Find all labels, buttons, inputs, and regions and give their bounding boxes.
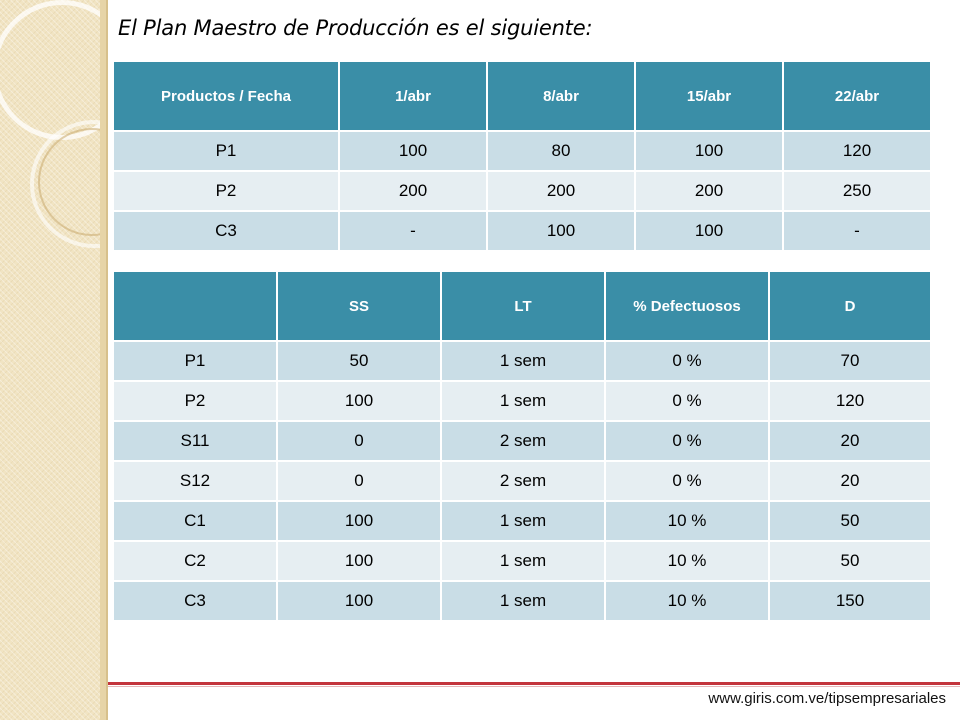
table-cell: 200 xyxy=(635,171,783,211)
decorative-ring xyxy=(0,0,100,140)
column-header: 8/abr xyxy=(487,61,635,131)
footer-url: www.giris.com.ve/tipsempresariales xyxy=(708,690,946,707)
table-row xyxy=(113,541,931,581)
table-cell: 50 xyxy=(769,541,931,581)
master-production-schedule-table xyxy=(112,60,932,252)
table-cell: - xyxy=(339,211,487,251)
table-row xyxy=(113,461,931,501)
table-cell: 0 % xyxy=(605,341,769,381)
table-cell: 2 sem xyxy=(441,461,605,501)
table-cell: 10 % xyxy=(605,541,769,581)
table-cell: 100 xyxy=(277,541,441,581)
table-cell: C2 xyxy=(113,541,277,581)
footer-divider xyxy=(108,682,960,685)
table-row xyxy=(113,171,931,211)
table-cell: P2 xyxy=(113,381,277,421)
column-header: Productos / Fecha xyxy=(113,61,339,131)
column-header: % Defectuosos xyxy=(605,271,769,341)
table-cell: C1 xyxy=(113,501,277,541)
table-row xyxy=(113,501,931,541)
band-edge-line xyxy=(106,0,108,720)
table-cell: C3 xyxy=(113,211,339,251)
item-parameters-table xyxy=(112,270,932,622)
table-cell: 200 xyxy=(487,171,635,211)
column-header xyxy=(113,271,277,341)
column-header: D xyxy=(769,271,931,341)
decorative-side-band xyxy=(0,0,100,720)
table-cell: 120 xyxy=(769,381,931,421)
table-cell: C3 xyxy=(113,581,277,621)
table-cell: 0 % xyxy=(605,381,769,421)
table-cell: 1 sem xyxy=(441,581,605,621)
table-cell: 20 xyxy=(769,421,931,461)
table-cell: 10 % xyxy=(605,581,769,621)
table-row xyxy=(113,381,931,421)
footer-divider-shadow xyxy=(108,686,960,687)
table-cell: 0 % xyxy=(605,461,769,501)
table-row xyxy=(113,581,931,621)
table-cell: S12 xyxy=(113,461,277,501)
table-cell: - xyxy=(783,211,931,251)
slide-title: El Plan Maestro de Producción es el siguiente: xyxy=(118,16,593,40)
table-cell: 80 xyxy=(487,131,635,171)
table-cell: 1 sem xyxy=(441,381,605,421)
table-cell: 150 xyxy=(769,581,931,621)
table-cell: 50 xyxy=(769,501,931,541)
table-row xyxy=(113,421,931,461)
table-cell: 250 xyxy=(783,171,931,211)
table-cell: 1 sem xyxy=(441,341,605,381)
column-header: SS xyxy=(277,271,441,341)
table-cell: S11 xyxy=(113,421,277,461)
table-cell: 100 xyxy=(339,131,487,171)
table-cell: 70 xyxy=(769,341,931,381)
table-cell: 0 xyxy=(277,461,441,501)
table-cell: 50 xyxy=(277,341,441,381)
table-cell: 100 xyxy=(635,131,783,171)
table-cell: 2 sem xyxy=(441,421,605,461)
table-cell: 100 xyxy=(487,211,635,251)
table-cell: 1 sem xyxy=(441,501,605,541)
table-row xyxy=(113,341,931,381)
table-cell: 10 % xyxy=(605,501,769,541)
table-cell: 200 xyxy=(339,171,487,211)
column-header: 1/abr xyxy=(339,61,487,131)
table-cell: 100 xyxy=(277,501,441,541)
table-header-row xyxy=(113,61,931,131)
table-cell: P1 xyxy=(113,131,339,171)
table-cell: 0 % xyxy=(605,421,769,461)
table-cell: 0 xyxy=(277,421,441,461)
table-cell: P2 xyxy=(113,171,339,211)
table-cell: 1 sem xyxy=(441,541,605,581)
column-header: LT xyxy=(441,271,605,341)
table-cell: 100 xyxy=(277,381,441,421)
table-cell: 100 xyxy=(277,581,441,621)
table-cell: 120 xyxy=(783,131,931,171)
table-cell: 100 xyxy=(635,211,783,251)
column-header: 22/abr xyxy=(783,61,931,131)
table-row xyxy=(113,131,931,171)
table-cell: P1 xyxy=(113,341,277,381)
table-header-row xyxy=(113,271,931,341)
table-cell: 20 xyxy=(769,461,931,501)
table-row xyxy=(113,211,931,251)
column-header: 15/abr xyxy=(635,61,783,131)
